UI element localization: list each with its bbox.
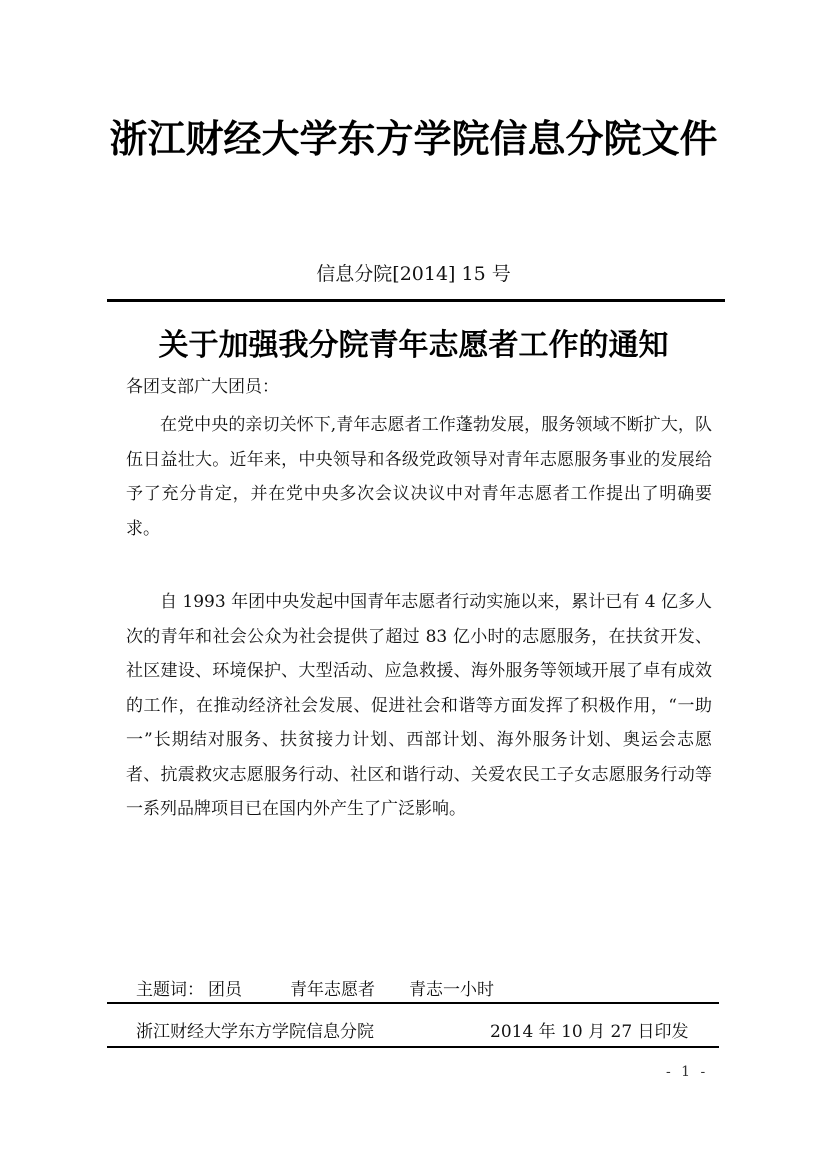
keywords-row: [136, 975, 494, 1000]
keyword: 青志一小时: [409, 980, 494, 1000]
salutation: 各团支部广大团员：: [126, 377, 279, 397]
body-paragraph: 在党中央的亲切关怀下,青年志愿者工作蓬勃发展，服务领域不断扩大，队伍日益壮大。近年来，中央领导和各级党政领导对青年志愿服务事业的发展给予了充分肯定，并在党中央多次会议决议中对青年志愿者工作提出了明确要求。: [126, 415, 712, 539]
header-divider: [107, 299, 725, 302]
issuer-name: 浙江财经大学东方学院信息分院: [136, 1022, 374, 1042]
page-number: - 1 -: [666, 1064, 709, 1080]
document-header: 浙江财经大学东方学院信息分院文件: [109, 117, 718, 161]
keyword: 团员: [208, 980, 242, 1000]
keyword: 青年志愿者: [290, 980, 375, 1000]
document-title: 关于加强我分院青年志愿者工作的通知: [158, 328, 669, 363]
footer-divider: [107, 1046, 719, 1048]
body-paragraph: 自 1993 年团中央发起中国青年志愿者行动实施以来，累计已有 4 亿多人次的青年和社会公众为社会提供了超过 83 亿小时的志愿服务，在扶贫开发、社区建设、环境保护、大型活动、应急救援、海外服务等领域开展了卓有成效的工作，在推动经济社会发展、促进社会和谐等方面发挥了积极作用，“一助一”长期结对服务、扶贫接力计划、西部计划、海外服务计划、奥运会志愿者、抗震救灾志愿服务行动、社区和谐行动、关爱农民工子女志愿服务行动等一系列品牌项目已在国内外产生了广泛影响。: [126, 592, 712, 819]
issue-date: 2014 年 10 月 27 日印发: [490, 1022, 689, 1042]
keywords-label: 主题词：: [136, 980, 204, 1000]
keywords-divider: [107, 1002, 719, 1004]
document-number: 信息分院[2014] 15 号: [316, 263, 511, 285]
